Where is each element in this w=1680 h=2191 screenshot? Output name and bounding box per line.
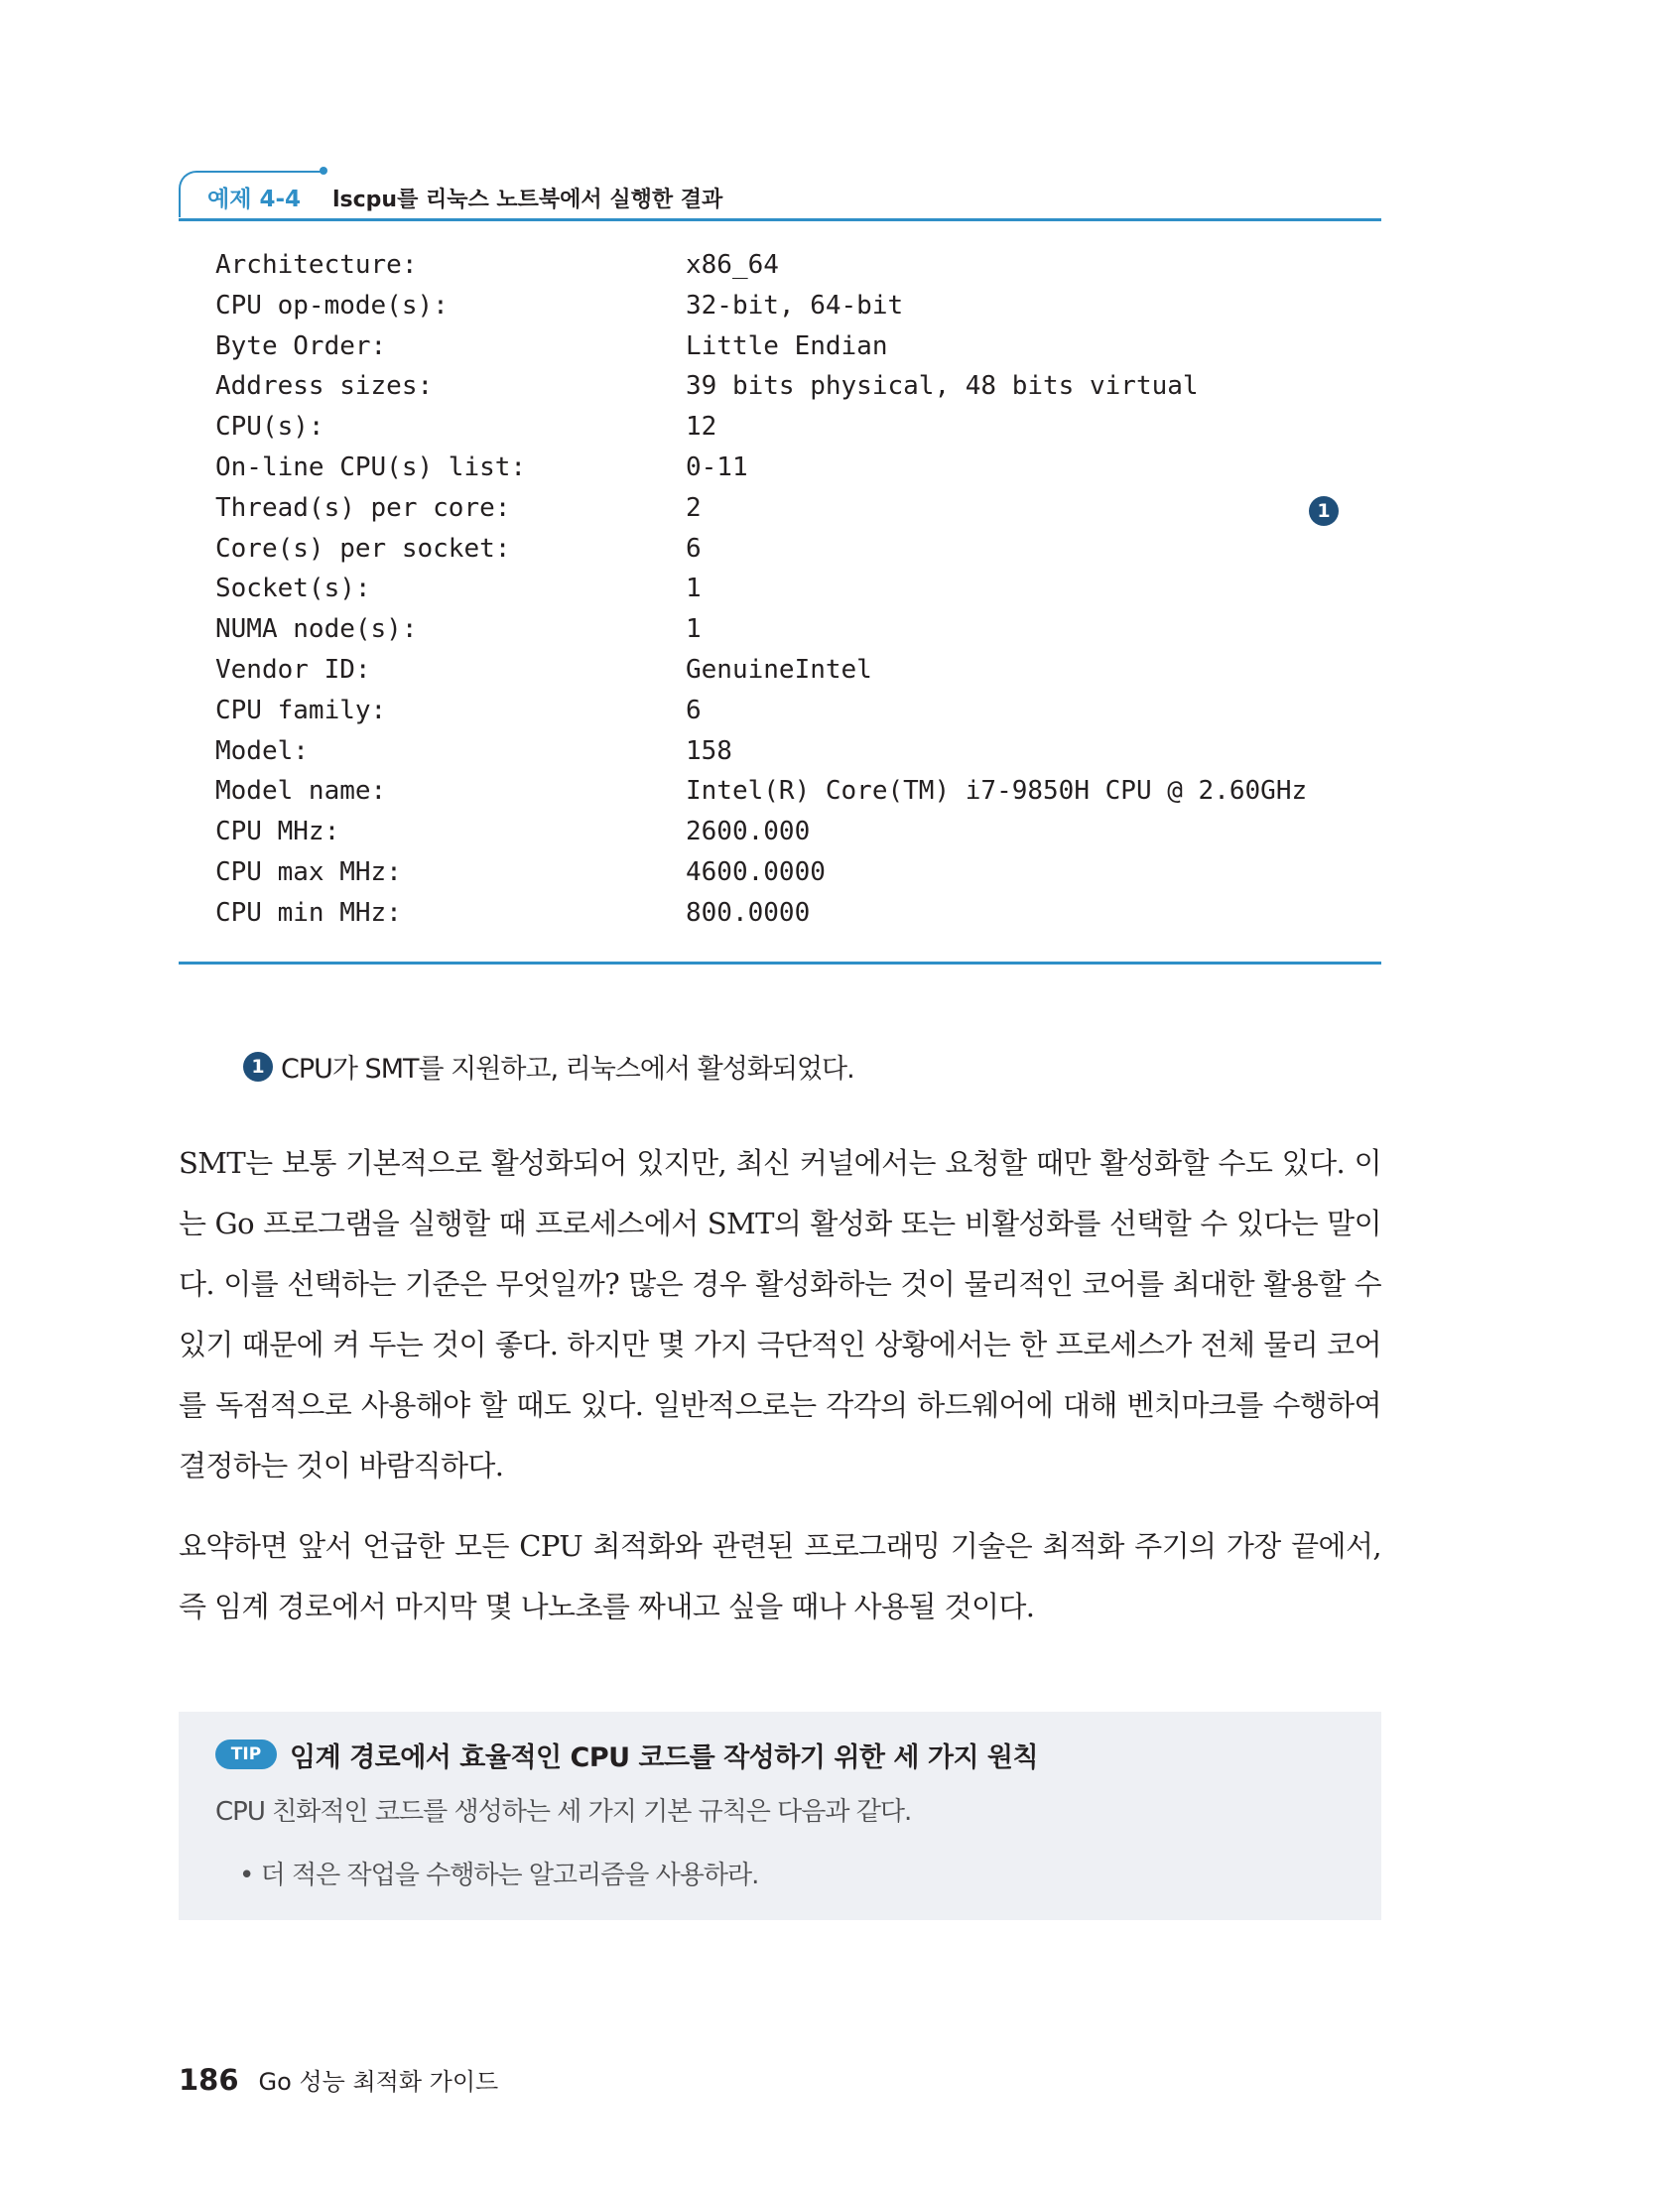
code-value: x86_64 bbox=[686, 250, 779, 280]
body-paragraph: SMT는 보통 기본적으로 활성화되어 있지만, 최신 커널에서는 요청할 때만 활성화할 수도 있다. 이는 Go 프로그램을 실행할 때 프로세스에서 SMT의 활성화 또는 비활성화를 선택할 수 있다는 말이다. 이를 선택하는 기준은 무엇일까? 많은 경우 활성화하는 것이 물리적인 코어를 최대한 활용할 수 있기 때문에 켜 두는 것이 좋다. 하지만 몇 가지 극단적인 상황에서는 한 프로세스가 전체 물리 코어를 독점적으로 사용해야 할 때도 있다. 일반적으로는 각각의 하드웨어에 대해 벤치마크를 수행하여 결정하는 것이 바람직하다. bbox=[179, 1146, 1381, 1482]
code-key: CPU MHz: bbox=[215, 817, 340, 847]
code-key: Socket(s): bbox=[215, 574, 371, 604]
body-paragraph: 요약하면 앞서 언급한 모든 CPU 최적화와 관련된 프로그래밍 기술은 최적화 주기의 가장 끝에서, 즉 임계 경로에서 마지막 몇 나노초를 짜내고 싶을 때나 사용될 것이다. bbox=[179, 1529, 1381, 1623]
code-value: 4600.0000 bbox=[686, 856, 826, 887]
example-label: 예제 4-4 bbox=[207, 187, 301, 212]
code-value: 39 bits physical, 48 bits virtual bbox=[686, 371, 1199, 402]
tip-bullet-item: • 더 적은 작업을 수행하는 알고리즘을 사용하라. bbox=[239, 1861, 759, 1890]
code-value: 2600.000 bbox=[686, 817, 811, 847]
callout-note-text: CPU가 SMT를 지원하고, 리눅스에서 활성화되었다. bbox=[281, 1054, 854, 1085]
code-key: Byte Order: bbox=[215, 330, 387, 361]
callout-note bbox=[243, 1047, 854, 1086]
code-value: 800.0000 bbox=[686, 897, 811, 928]
code-value: GenuineIntel bbox=[686, 654, 872, 685]
code-value: 1 bbox=[686, 614, 702, 645]
code-value: 1 bbox=[686, 574, 702, 604]
example-title: lscpu를 리눅스 노트북에서 실행한 결과 bbox=[332, 188, 723, 212]
code-key: CPU min MHz: bbox=[215, 897, 402, 928]
tip-box bbox=[179, 1712, 1381, 1920]
code-key: CPU max MHz: bbox=[215, 856, 402, 887]
code-key: CPU family: bbox=[215, 695, 387, 725]
code-value: 12 bbox=[686, 412, 717, 443]
code-key: Architecture: bbox=[215, 250, 418, 280]
code-value: Intel(R) Core(TM) i7-9850H CPU @ 2.60GHz bbox=[686, 776, 1308, 807]
example-header bbox=[179, 171, 1381, 221]
page-number: 186 bbox=[179, 2063, 239, 2097]
code-key: Model: bbox=[215, 735, 309, 766]
code-key: Model name: bbox=[215, 776, 387, 807]
example-tab-dot bbox=[320, 167, 327, 175]
code-bottom-rule bbox=[179, 962, 1381, 965]
code-key: Vendor ID: bbox=[215, 654, 371, 685]
tip-body: CPU 친화적인 코드를 생성하는 세 가지 기본 규칙은 다음과 같다. bbox=[215, 1797, 912, 1827]
code-value: Little Endian bbox=[686, 330, 888, 361]
code-key: CPU(s): bbox=[215, 412, 324, 443]
code-value: 158 bbox=[686, 735, 732, 766]
tip-badge: TIP bbox=[215, 1740, 277, 1769]
code-value: 32-bit, 64-bit bbox=[686, 290, 904, 321]
code-key: NUMA node(s): bbox=[215, 614, 418, 645]
code-key: Thread(s) per core: bbox=[215, 492, 511, 523]
page-footer bbox=[179, 2062, 498, 2097]
code-key: CPU op-mode(s): bbox=[215, 290, 449, 321]
book-title: Go 성능 최적화 가이드 bbox=[258, 2068, 499, 2096]
code-key: Address sizes: bbox=[215, 371, 434, 402]
code-value: 2 bbox=[686, 492, 702, 523]
code-value: 6 bbox=[686, 695, 702, 725]
code-value: 6 bbox=[686, 533, 702, 564]
code-key: Core(s) per socket: bbox=[215, 533, 511, 564]
code-key: On-line CPU(s) list: bbox=[215, 451, 527, 482]
code-value: 0-11 bbox=[686, 451, 748, 482]
tip-title: 임계 경로에서 효율적인 CPU 코드를 작성하기 위한 세 가지 원칙 bbox=[290, 1742, 1039, 1773]
callout-note-number: 1 bbox=[243, 1052, 273, 1082]
callout-marker: 1 bbox=[1309, 496, 1339, 526]
